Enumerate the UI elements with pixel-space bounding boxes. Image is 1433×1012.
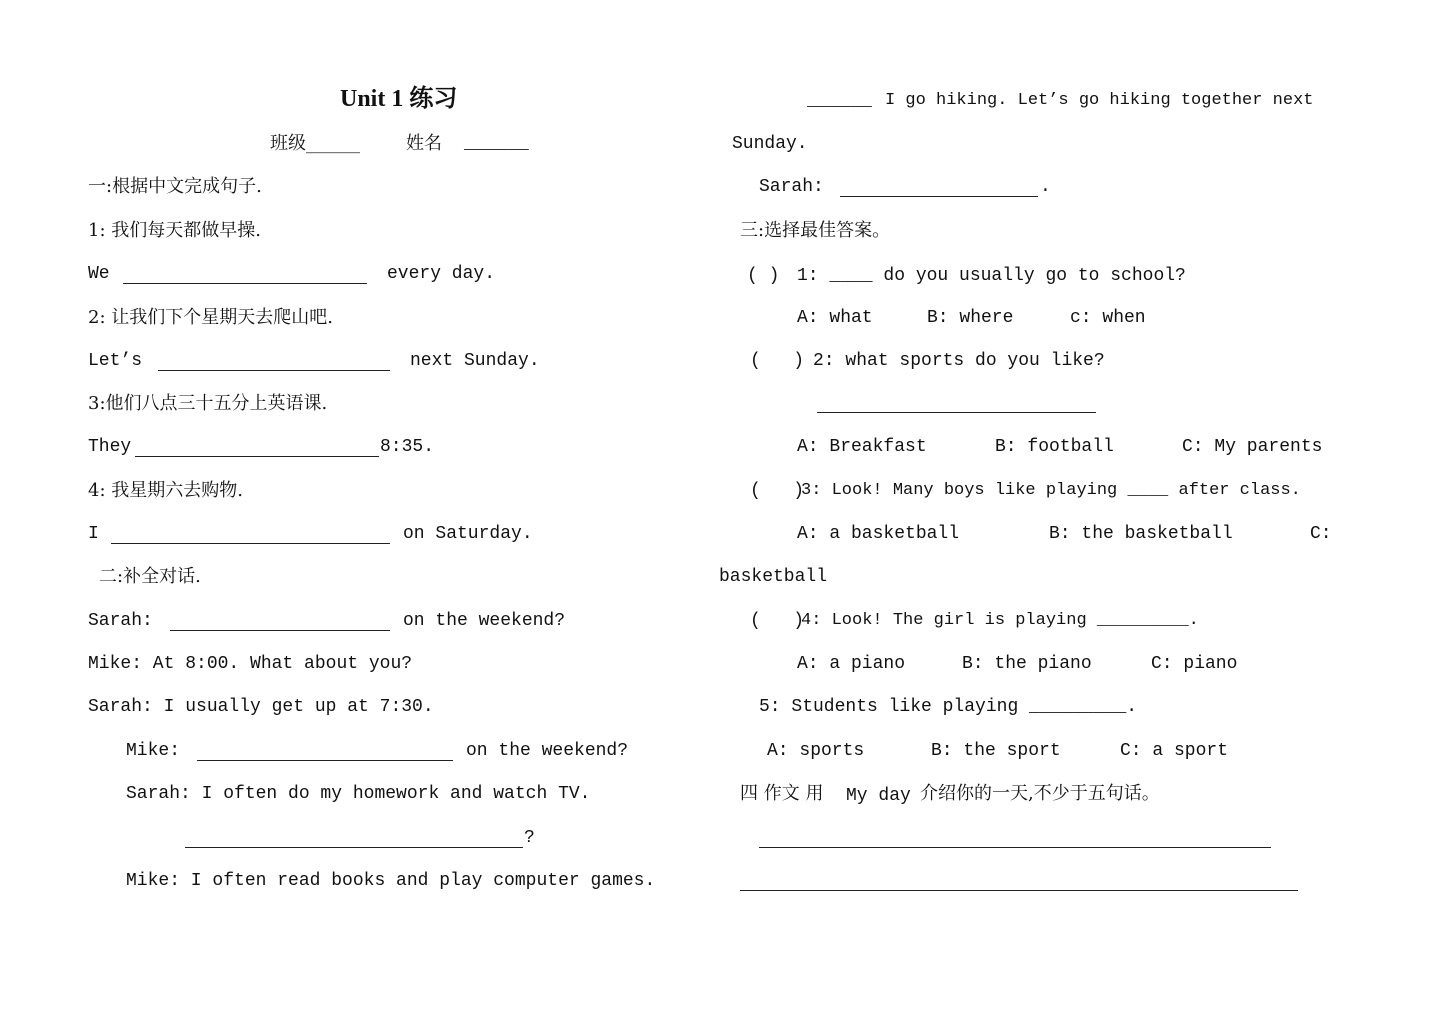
- dialogue-4-blank[interactable]: [197, 745, 453, 761]
- mc-2-paren[interactable]: ( ): [750, 351, 805, 371]
- q3-chinese: 3:他们八点三十五分上英语课.: [88, 393, 328, 414]
- mc-4-paren[interactable]: ( ): [750, 611, 805, 631]
- mc-1-question: 1: ____ do you usually go to school?: [797, 266, 1186, 286]
- section-4-heading-b: My day: [846, 786, 911, 806]
- q1-answer-blank[interactable]: [123, 268, 367, 284]
- mc-1-option-b: B: where: [927, 308, 1014, 328]
- dialogue-4-suffix: on the weekend?: [466, 741, 629, 761]
- q4-suffix: on Saturday.: [403, 524, 533, 544]
- mc-3-option-b: B: the basketball: [1049, 524, 1233, 544]
- mc-1-paren[interactable]: ( ): [747, 266, 780, 286]
- section-3-heading: 三:选择最佳答案。: [740, 220, 891, 241]
- mc-4-option-b: B: the piano: [962, 654, 1092, 674]
- continuation-blank: ______: [807, 91, 872, 111]
- mc-2-option-c: C: My parents: [1182, 437, 1323, 457]
- section-2-heading: 二:补全对话.: [99, 566, 201, 587]
- mc-3-option-c: C:: [1310, 524, 1332, 544]
- mc-5-option-a: A: sports: [767, 741, 865, 761]
- q3-answer-blank[interactable]: [135, 441, 379, 457]
- dialogue-4-speaker: Mike:: [126, 741, 181, 761]
- mc-3-question: 3: Look! Many boys like playing ____ after class.: [801, 481, 1301, 500]
- essay-line-1[interactable]: [759, 832, 1271, 848]
- q2-answer-blank[interactable]: [158, 355, 390, 371]
- q1-suffix: every day.: [387, 264, 496, 284]
- dialogue-6-suffix: ?: [524, 828, 535, 848]
- continuation-3-speaker: Sarah:: [759, 177, 824, 197]
- mc-3-paren[interactable]: ( ): [750, 481, 805, 501]
- name-label: 姓名: [406, 133, 442, 154]
- section-1-heading: 一:根据中文完成句子.: [88, 176, 262, 197]
- mc-2-answer-blank[interactable]: [817, 397, 1096, 413]
- mc-4-option-a: A: a piano: [797, 654, 906, 674]
- q3-prefix: They: [88, 437, 132, 457]
- mc-4-option-c: C: piano: [1151, 654, 1238, 674]
- mc-3-option-a: A: a basketball: [797, 524, 960, 544]
- class-label: 班级______: [270, 133, 360, 154]
- mc-2-option-a: A: Breakfast: [797, 437, 927, 457]
- page-title: Unit 1 练习: [340, 86, 458, 112]
- dialogue-1-blank[interactable]: [170, 615, 390, 631]
- q3-suffix: 8:35.: [380, 437, 435, 457]
- dialogue-3: Sarah: I usually get up at 7:30.: [88, 697, 434, 717]
- q2-prefix: Let’s: [88, 351, 143, 371]
- dialogue-5: Sarah: I often do my homework and watch TV.: [126, 784, 591, 804]
- continuation-line-2: Sunday.: [732, 134, 808, 154]
- continuation-3-blank[interactable]: [840, 181, 1038, 197]
- dialogue-1-suffix: on the weekend?: [403, 611, 566, 631]
- mc-5-option-b: B: the sport: [931, 741, 1061, 761]
- essay-line-2[interactable]: [740, 875, 1298, 891]
- dialogue-6-blank[interactable]: [185, 832, 523, 848]
- q2-chinese: 2: 让我们下个星期天去爬山吧.: [88, 307, 333, 328]
- section-4-heading-c: 介绍你的一天,不少于五句话。: [920, 783, 1160, 804]
- q2-suffix: next Sunday.: [410, 351, 540, 371]
- dialogue-2: Mike: At 8:00. What about you?: [88, 654, 413, 674]
- mc-3-option-c-continued: basketball: [719, 567, 828, 587]
- mc-2-question: 2: what sports do you like?: [813, 351, 1105, 371]
- mc-2-option-b: B: football: [995, 437, 1114, 457]
- continuation-3-suffix: .: [1040, 177, 1051, 197]
- mc-5-question: 5: Students like playing _________.: [759, 697, 1138, 717]
- mc-5-option-c: C: a sport: [1120, 741, 1229, 761]
- q4-answer-blank[interactable]: [111, 528, 390, 544]
- continuation-line-1: I go hiking. Let’s go hiking together next: [885, 91, 1314, 110]
- q4-chinese: 4: 我星期六去购物.: [88, 480, 243, 501]
- mc-4-question: 4: Look! The girl is playing _________.: [801, 611, 1199, 630]
- q1-chinese: 1: 我们每天都做早操.: [88, 220, 261, 241]
- dialogue-7: Mike: I often read books and play computer games.: [126, 871, 656, 891]
- name-blank: ______: [464, 134, 529, 154]
- q4-prefix: I: [88, 524, 99, 544]
- dialogue-1-speaker: Sarah:: [88, 611, 153, 631]
- q1-prefix: We: [88, 264, 110, 284]
- section-4-heading-a: 四 作文 用: [740, 783, 824, 804]
- mc-1-option-a: A: what: [797, 308, 873, 328]
- mc-1-option-c: c: when: [1070, 308, 1146, 328]
